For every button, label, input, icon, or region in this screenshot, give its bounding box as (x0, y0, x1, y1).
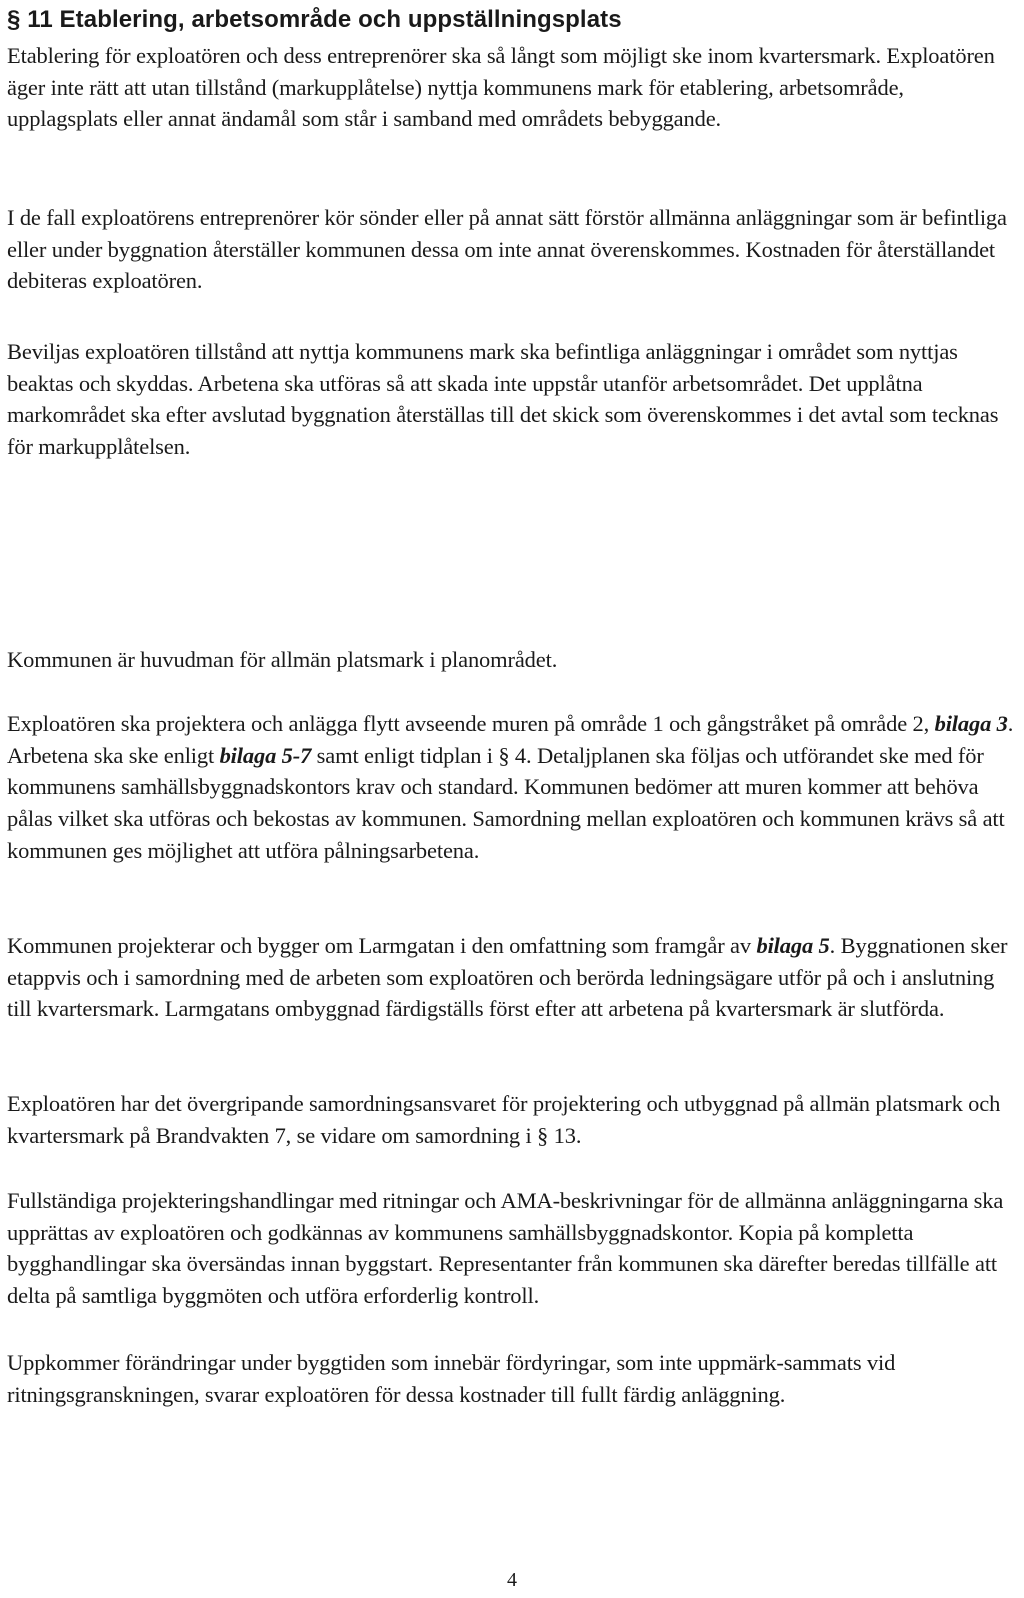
page-number: 4 (507, 1569, 517, 1591)
paragraph-etablering: Etablering för exploatören och dess entreprenörer ska så långt som möjligt ske inom kvartersmark. Exploatören äger inte rätt att utan tillstånd (markupplåtelse) nyttja kommunens mark för etablering, arbetsområde, upplagsplats eller annat ändamål som står i samband med områdets bebyggande. (7, 43, 995, 132)
paragraph-projekteringshandlingar: Fullständiga projekteringshandlingar med ritningar och AMA-beskrivningar för de allmänna anläggningarna ska upprättas av exploatören och godkännas av kommunens samhällsbyggnadskontor. Kopia på kompletta bygghandlingar ska översändas innan byggstart. Representanter från kommunen ska därefter beredas tillfälle att delta på samtliga byggmöten och utföra erforderlig kontroll. (7, 1188, 1004, 1309)
paragraph-text: . Byggnationen sker etappvis och i samordning med de arbeten som exploatören och berörda ledningsägare utför på och i anslutning till kvartersmark. Larmgatans ombyggnad färdigställs först efter att arbetena på kvartersmark är slutförda. (7, 933, 1008, 1022)
paragraph-text: samt enligt tidplan i § 4. Detaljplanen ska följas och utförandet ske med för kommunens samhällsbyggnadskontors krav och standard. Kommunen bedömer att muren kommer att behöva pålas vilket ska utföras och bekostas av kommunen. Samordning mellan exploatören och kommunen krävs så att kommunen ges möjlighet att utföra pålningsarbetena. (7, 742, 1005, 863)
paragraph-larmgatan (7, 930, 1019, 1025)
attachment-reference: bilaga 5 (756, 933, 830, 958)
paragraph-text: Exploatören ska projektera och anlägga flytt avseende muren på område 1 och gångstråket på område 2, (7, 711, 935, 736)
paragraph-samordningsansvar: Exploatören har det övergripande samordningsansvaret för projektering och utbyggnad på allmän platsmark och kvartersmark på Brandvakten 7, se vidare om samordning i § 13. (7, 1091, 1001, 1148)
attachment-reference: bilaga 3 (934, 711, 1008, 736)
paragraph-aterstallning: I de fall exploatörens entreprenörer kör sönder eller på annat sätt förstör allmänna anläggningar som är befintliga eller under byggnation återställer kommunen dessa om inte annat överenskommes. Kostnaden för återställandet debiteras exploatören. (7, 205, 1007, 294)
paragraph-text: Kommunen projekterar och bygger om Larmgatan i den omfattning som framgår av (7, 933, 757, 958)
paragraph-text: . Arbetena ska ske enligt (7, 711, 1014, 768)
paragraph-fordyringar: Uppkommer förändringar under byggtiden som innebär fördyringar, som inte uppmärk-sammats vid ritningsgranskningen, svarar exploatören för dessa kostnader till fullt färdig anläggning. (7, 1350, 896, 1407)
section-heading: § 11 Etablering, arbetsområde och uppställningsplats (7, 6, 622, 33)
attachment-reference: bilaga 5-7 (219, 742, 312, 768)
paragraph-huvudman: Kommunen är huvudman för allmän platsmark i planområdet. (7, 647, 558, 672)
paragraph-tillstand: Beviljas exploatören tillstånd att nyttja kommunens mark ska befintliga anläggningar i området som nyttjas beaktas och skyddas. Arbetena ska utföras så att skada inte uppstår utanför arbetsområdet. Det upplåtna markområdet ska efter avslutad byggnation återställas till det skick som överenskommes i det avtal som tecknas för markupplåtelsen. (7, 339, 999, 460)
paragraph-mur-gangstrak (7, 708, 1019, 867)
